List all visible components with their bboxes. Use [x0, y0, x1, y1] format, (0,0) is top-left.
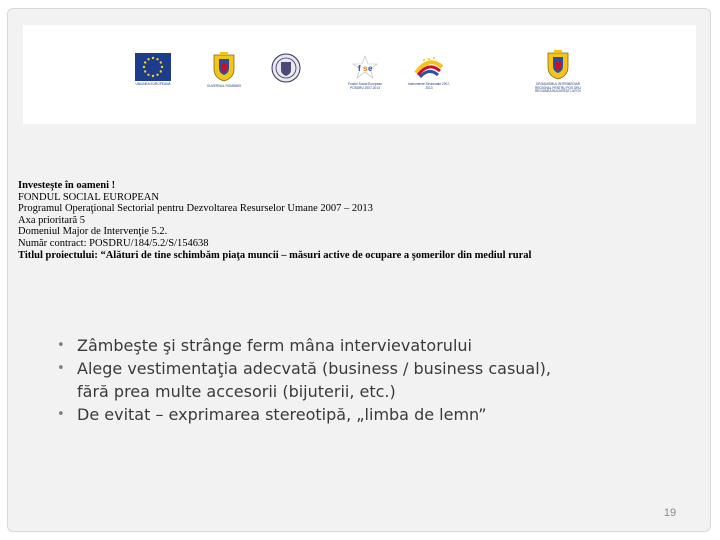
ministry-seal-logo	[271, 53, 301, 83]
bullet-marker: •	[57, 407, 65, 422]
logo-caption: UNIUNEA EUROPEANĂ	[135, 82, 171, 86]
coat-of-arms-icon	[210, 51, 238, 83]
oirposdru-logo	[523, 49, 593, 94]
logo-caption: GUVERNUL ROMÂNIEI	[207, 84, 242, 88]
bullet-list	[57, 334, 577, 426]
info-line: Investeşte în oameni !	[18, 180, 116, 191]
seal-icon	[271, 53, 301, 83]
logo-caption: ORGANISMUL INTERMEDIAR REGIONAL PENTRU POS DRU REGIUNEA BUCUREŞTI-ILFOV	[534, 82, 582, 94]
info-line: Axa prioritară 5	[18, 214, 86, 226]
eu-flag-logo	[135, 53, 171, 87]
info-line: Număr contract: POSDRU/184/5.2/S/154638	[18, 237, 209, 249]
bullet-item	[57, 357, 577, 403]
info-line: Domeniul Major de Intervenţie 5.2.	[18, 226, 168, 238]
info-line: Programul Operaţional Sectorial pentru Dezvoltarea Resurselor Umane 2007 – 2013	[18, 203, 373, 215]
structural-instruments-icon	[412, 53, 446, 81]
project-title-value: : “Alături de tine schimbăm piaţa muncii – măsuri active de ocupare a şomerilor din mediul rural	[94, 249, 532, 261]
bullet-marker: •	[57, 338, 65, 353]
bullet-text: De evitat – exprimarea stereotipă, „limba de lemn”	[77, 405, 487, 424]
info-line: FONDUL SOCIAL EUROPEAN	[18, 191, 159, 203]
svg-text:s: s	[363, 64, 368, 73]
romania-coat-of-arms-logo	[207, 51, 241, 89]
eu-flag-icon	[135, 53, 171, 81]
bullet-text: Zâmbeşte şi strânge ferm mâna intervievatorului	[77, 336, 472, 355]
logo-banner	[23, 25, 696, 124]
page-number: 19	[663, 507, 677, 519]
logo-caption: Instrumente Structurale 2007-2013	[407, 82, 451, 90]
structural-instruments-logo	[407, 53, 451, 90]
project-info	[18, 180, 531, 261]
project-title	[18, 250, 531, 262]
svg-text:e: e	[368, 64, 373, 73]
logo-caption: Fondul Social European POSDRU 2007-2013	[347, 82, 383, 90]
oirposdru-icon	[544, 49, 572, 81]
fse-icon	[350, 55, 380, 81]
bullet-item	[57, 334, 577, 357]
project-title-label: Titlul proiectului	[18, 249, 95, 261]
fse-logo	[343, 55, 387, 90]
bullet-marker: •	[57, 361, 65, 376]
svg-text:f: f	[358, 64, 361, 73]
bullet-item	[57, 403, 577, 426]
bullet-text: Alege vestimentaţia adecvată (business / business casual), fără prea multe accesorii (bijuterii, etc.)	[77, 359, 551, 401]
